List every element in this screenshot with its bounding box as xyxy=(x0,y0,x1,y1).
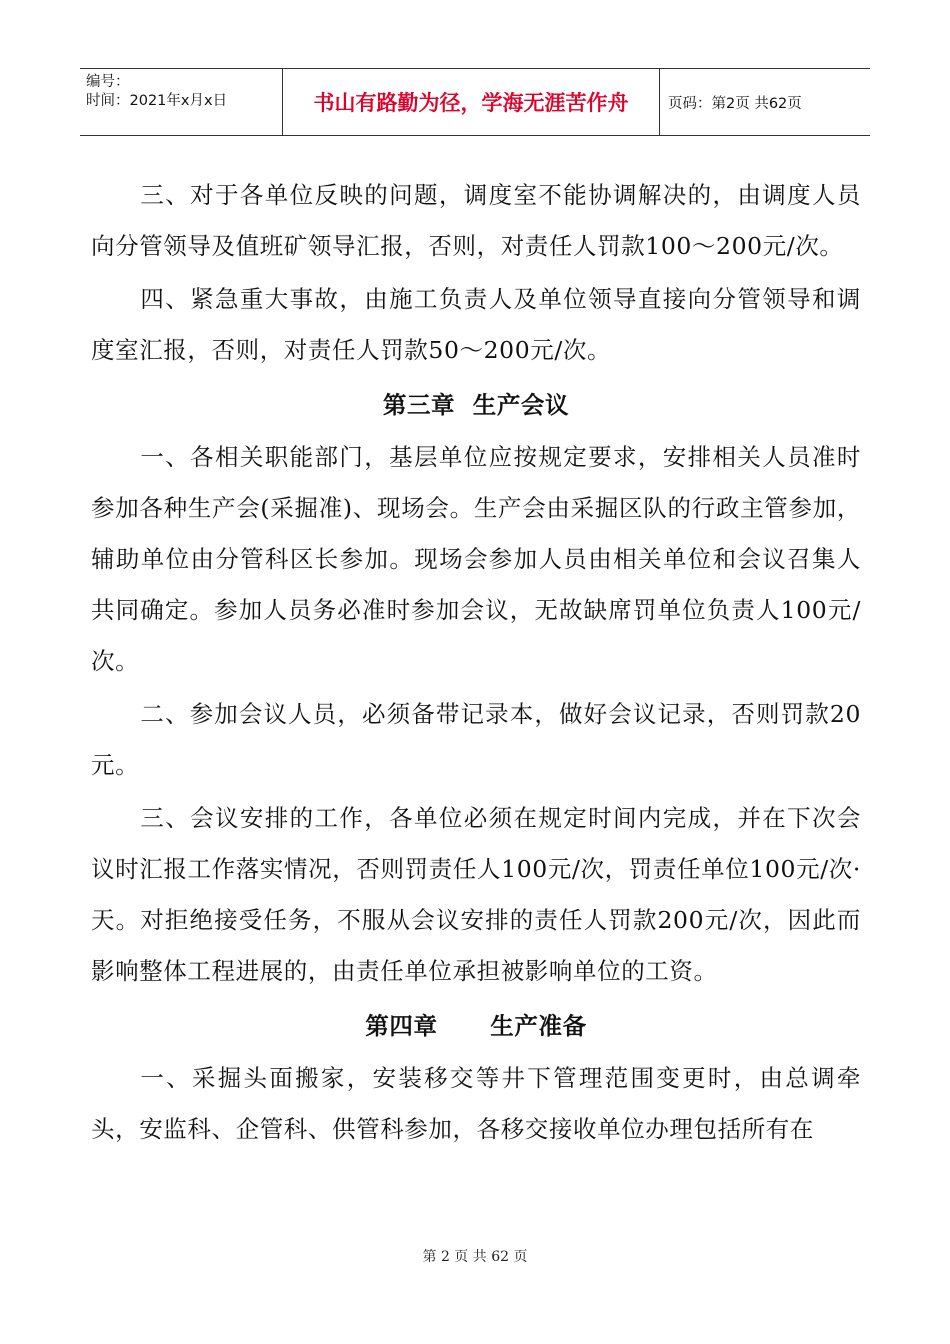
chapter-4-heading: 第四章 生产准备 xyxy=(365,1012,587,1040)
paragraph-5: 三、会议安排的工作，各单位必须在规定时间内完成，并在下次会议时汇报工作落实情况，否则罚责任人100元/次，罚责任单位100元/次·天。对拒绝接受任务，不服从会议安排的责任人罚款200元/次，因此而影响整体工程进展的，由责任单位承担被影响单位的工资。 xyxy=(91,804,861,985)
page-header xyxy=(80,68,870,136)
header-meta xyxy=(80,69,283,135)
document-body xyxy=(91,170,861,1157)
paragraph-6: 一、采掘头面搬家，安装移交等井下管理范围变更时，由总调牵头，安监科、企管科、供管科参加，各移交接收单位办理包括所有在 xyxy=(91,1064,861,1143)
paragraph-4: 二、参加会议人员，必须备带记录本，做好会议记录，否则罚款20元。 xyxy=(91,700,861,779)
page-footer: 第 2 页 共 62 页 xyxy=(422,1249,528,1265)
header-page-label: 页码：第2页 共62页 xyxy=(668,95,802,112)
header-motto: 书山有路勤为径，学海无涯苦作舟 xyxy=(283,69,660,135)
header-time-label: 时间：2021年x月x日 xyxy=(86,93,228,109)
header-number-label: 编号： xyxy=(86,74,130,90)
paragraph-3: 一、各相关职能部门，基层单位应按规定要求，安排相关人员准时参加各种生产会(采掘准)、现场会。生产会由采掘区队的行政主管参加，辅助单位由分管科区长参加。现场会参加人员由相关单位和会议召集人共同确定。参加人员务必准时参加会议，无故缺席罚单位负责人100元/次。 xyxy=(91,443,861,675)
paragraph-1: 三、对于各单位反映的问题，调度室不能协调解决的，由调度人员向分管领导及值班矿领导汇报，否则，对责任人罚款100～200元/次。 xyxy=(91,181,861,260)
chapter-3-heading: 第三章 生产会议 xyxy=(382,391,570,419)
paragraph-2: 四、紧急重大事故，由施工负责人及单位领导直接向分管领导和调度室汇报，否则，对责任人罚款50～200元/次。 xyxy=(91,285,861,364)
